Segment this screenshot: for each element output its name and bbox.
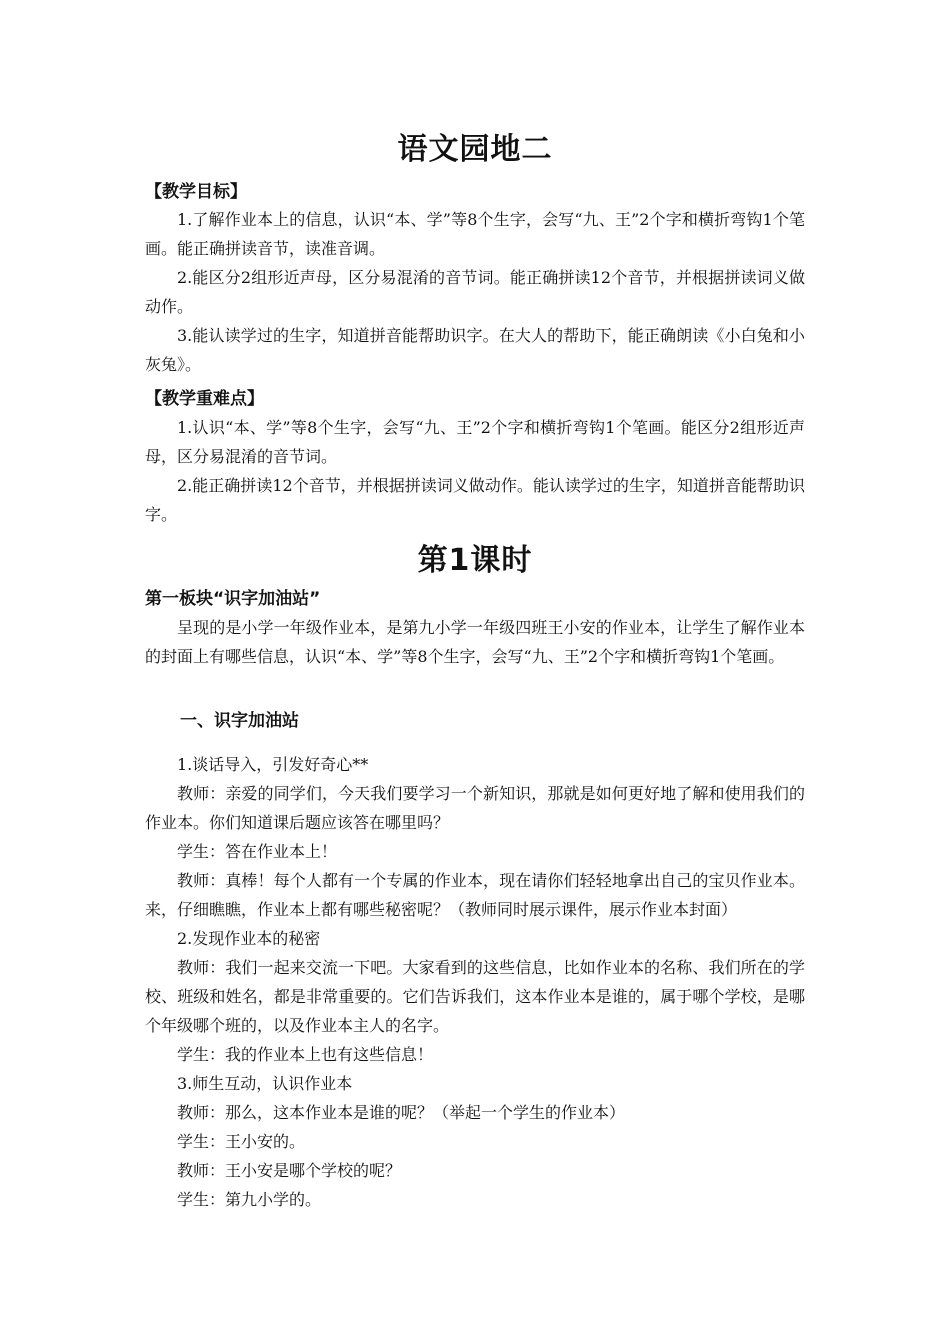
goal-item-1: 1.了解作业本上的信息，认识“本、学”等8个生字，会写“九、王”2个字和横折弯钩1个笔画。能正确拼读音节，读准音调。 xyxy=(145,210,805,258)
goal-item-2: 2.能区分2组形近声母，区分易混淆的音节词。能正确拼读12个音节，并根据拼读词义做动作。 xyxy=(145,268,805,316)
section1-subheading: 一、识字加油站 xyxy=(180,711,299,731)
step1-teacher-1: 教师：亲爱的同学们，今天我们要学习一个新知识，那就是如何更好地了解和使用我们的作业本。你们知道课后题应该答在哪里吗？ xyxy=(145,784,805,832)
document-title: 语文园地二 xyxy=(397,132,553,167)
key-point-item-1: 1.认识“本、学”等8个生字，会写“九、王”2个字和横折弯钩1个笔画。能区分2组形近声母，区分易混淆的音节词。 xyxy=(145,418,805,466)
section1-intro: 呈现的是小学一年级作业本，是第九小学一年级四班王小安的作业本，让学生了解作业本的封面上有哪些信息，认识“本、学”等8个生字，会写“九、王”2个字和横折弯钩1个笔画。 xyxy=(145,618,805,666)
goals-heading: 【教学目标】 xyxy=(145,182,247,202)
key-points-heading: 【教学重难点】 xyxy=(145,389,264,409)
step2-teacher-1: 教师：我们一起来交流一下吧。大家看到的这些信息，比如作业本的名称、我们所在的学校、班级和姓名，都是非常重要的。它们告诉我们，这本作业本是谁的，属于哪个学校，是哪个年级哪个班的，以及作业本主人的名字。 xyxy=(145,958,805,1035)
goal-item-3: 3.能认读学过的生字，知道拼音能帮助识字。在大人的帮助下，能正确朗读《小白兔和小灰兔》。 xyxy=(145,326,805,374)
step3-student-2: 学生：第九小学的。 xyxy=(177,1190,322,1209)
lesson-title: 第1课时 xyxy=(417,543,533,578)
step3-teacher-1: 教师：那么，这本作业本是谁的呢？（举起一个学生的作业本） xyxy=(177,1103,626,1122)
key-point-item-2: 2.能正确拼读12个音节，并根据拼读词义做动作。能认读学过的生字，知道拼音能帮助识字。 xyxy=(145,476,805,524)
step2-student-1: 学生：我的作业本上也有这些信息！ xyxy=(177,1045,434,1064)
section1-heading: 第一板块“识字加油站” xyxy=(145,589,321,609)
step1-title: 1.谈话导入，引发好奇心** xyxy=(177,755,369,774)
step3-student-1: 学生：王小安的。 xyxy=(177,1132,306,1151)
step2-title: 2.发现作业本的秘密 xyxy=(177,929,321,948)
step3-title: 3.师生互动，认识作业本 xyxy=(177,1074,353,1093)
step3-teacher-2: 教师：王小安是哪个学校的呢？ xyxy=(177,1161,402,1180)
step1-student-1: 学生：答在作业本上！ xyxy=(177,842,338,861)
step1-teacher-2: 教师：真棒！每个人都有一个专属的作业本，现在请你们轻轻地拿出自己的宝贝作业本。来，仔细瞧瞧，作业本上都有哪些秘密呢？（教师同时展示课件，展示作业本封面） xyxy=(145,871,805,919)
